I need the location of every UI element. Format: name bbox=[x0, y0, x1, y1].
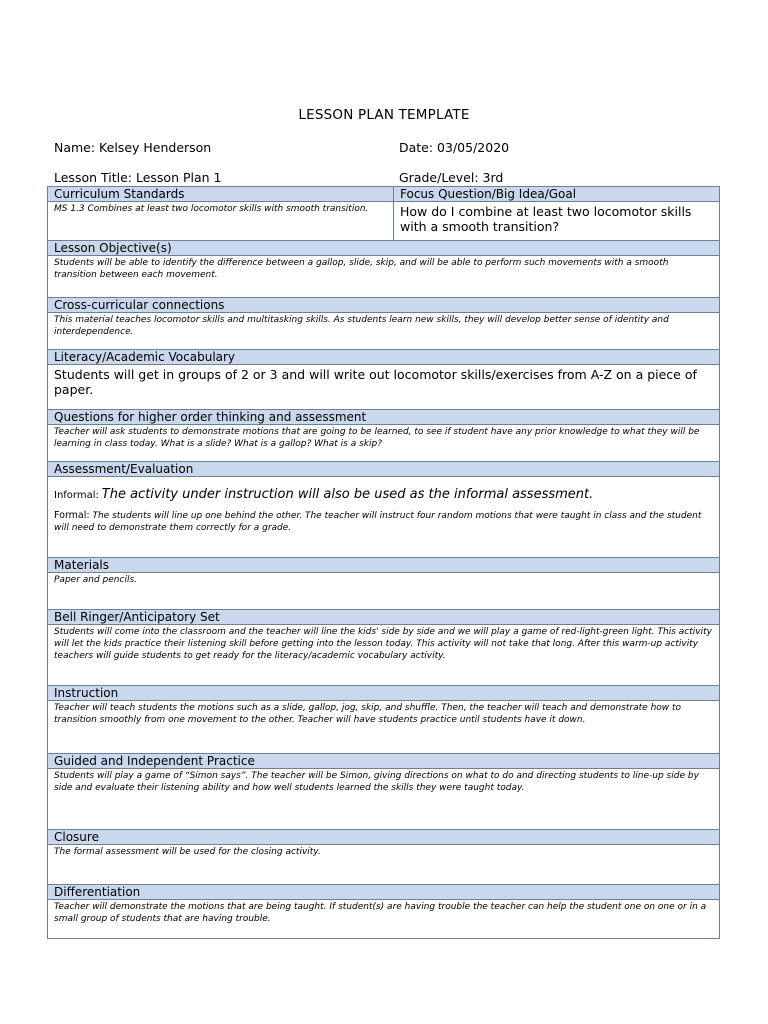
guided-practice-header: Guided and Independent Practice bbox=[48, 754, 719, 769]
assessment-evaluation-header: Assessment/Evaluation bbox=[48, 462, 719, 477]
closure-text: The formal assessment will be used for the closing activity. bbox=[48, 845, 719, 885]
focus-question-cell bbox=[394, 187, 719, 240]
guided-practice-text: Students will play a game of “Simon says”. The teacher will be Simon, giving directions on what to do and directing students to line-up side by side and evaluate their listening ability and how well students learned the skills they were taught today. bbox=[48, 769, 719, 830]
standards-focus-row bbox=[48, 187, 719, 241]
focus-question-text: How do I combine at least two locomotor skills with a smooth transition? bbox=[400, 204, 692, 234]
curriculum-standards-text: MS 1.3 Combines at least two locomotor skills with smooth transition. bbox=[54, 204, 369, 214]
cross-curricular-header: Cross-curricular connections bbox=[48, 298, 719, 313]
lesson-plan-table bbox=[47, 186, 720, 939]
differentiation-header: Differentiation bbox=[48, 885, 719, 900]
formal-label: Formal: bbox=[54, 510, 90, 521]
differentiation-text: Teacher will demonstrate the motions that are being taught. If student(s) are having trouble the teacher can help the student one on one or in a small group of students that are having trouble. bbox=[54, 902, 707, 924]
document-title: LESSON PLAN TEMPLATE bbox=[298, 107, 470, 123]
literacy-vocabulary-text: Students will get in groups of 2 or 3 and will write out locomotor skills/exercises from A-Z on a piece of paper. bbox=[48, 365, 719, 410]
lesson-objectives-text: Students will be able to identify the difference between a gallop, slide, skip, and will be able to perform such movements with a smooth transition between each movement. bbox=[48, 256, 719, 298]
focus-question-header: Focus Question/Big Idea/Goal bbox=[394, 187, 719, 202]
higher-order-questions-text: Teacher will ask students to demonstrate motions that are going to be learned, to see if student have any prior knowledge to what they will be learning in class today. What is a slide? What is a gallop? What is a skip? bbox=[48, 425, 719, 462]
formal-text: The students will line up one behind the other. The teacher will instruct four random motions that were taught in class and the student will need to demonstrate them correctly for a grade. bbox=[54, 511, 702, 533]
cross-curricular-text: This material teaches locomotor skills and multitasking skills. As students learn new skills, they will develop better sense of identity and interdependence. bbox=[48, 313, 719, 350]
formal-assessment bbox=[54, 510, 714, 534]
literacy-vocabulary-header: Literacy/Academic Vocabulary bbox=[48, 350, 719, 365]
curriculum-standards-cell bbox=[48, 187, 394, 240]
date-field: Date: 03/05/2020 bbox=[399, 140, 510, 155]
grade-level-field: Grade/Level: 3rd bbox=[399, 170, 504, 185]
lesson-title-field: Lesson Title: Lesson Plan 1 bbox=[54, 170, 222, 185]
instruction-header: Instruction bbox=[48, 686, 719, 701]
curriculum-standards-header: Curriculum Standards bbox=[48, 187, 393, 202]
bell-ringer-header: Bell Ringer/Anticipatory Set bbox=[48, 610, 719, 625]
materials-text: Paper and pencils. bbox=[48, 573, 719, 610]
lesson-objectives-header: Lesson Objective(s) bbox=[48, 241, 719, 256]
closure-header: Closure bbox=[48, 830, 719, 845]
informal-label: Informal: bbox=[54, 490, 99, 501]
name-field: Name: Kelsey Henderson bbox=[54, 140, 212, 155]
informal-text: The activity under instruction will also be used as the informal assessment. bbox=[101, 487, 594, 502]
materials-header: Materials bbox=[48, 558, 719, 573]
higher-order-questions-header: Questions for higher order thinking and assessment bbox=[48, 410, 719, 425]
instruction-text: Teacher will teach students the motions such as a slide, gallop, jog, skip, and shuffle. Then, the teacher will teach and demonstrate how to transition smoothly from one movement to the other. Teacher will have students practice until students have it down. bbox=[48, 701, 719, 754]
bell-ringer-text: Students will come into the classroom and the teacher will line the kids' side by side and we will play a game of red-light-green light. This activity will let the kids practice their listening skill before getting into the lesson today. This activity will not take that long. After this warm-up activity teachers will guide students to get ready for the literacy/academic vocabulary activity. bbox=[48, 625, 719, 686]
informal-assessment bbox=[54, 489, 714, 502]
assessment-evaluation-body bbox=[48, 477, 719, 558]
